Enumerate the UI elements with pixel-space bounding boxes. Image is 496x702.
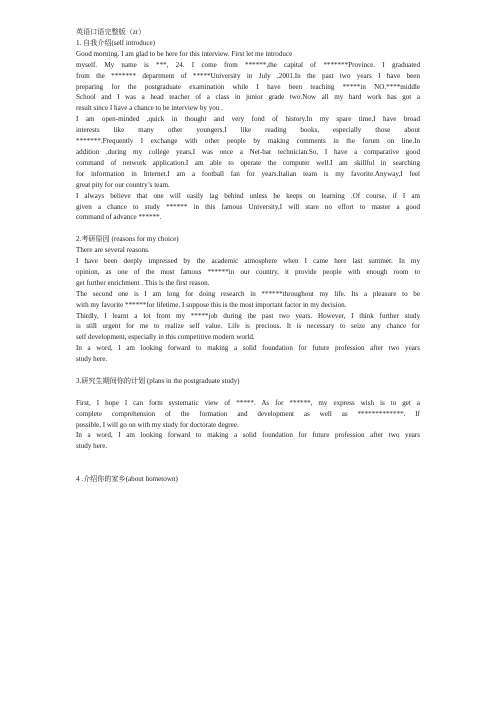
text-line: from the ******* department of *****University in July ,2001.In the past two years I have been bbox=[76, 71, 420, 80]
text-line: complete comprehension of the formation and development as well as *************. If bbox=[76, 409, 420, 418]
text-line: interests like many other youngers.I like reading books, especially those about bbox=[76, 126, 420, 135]
s2-paragraph-3 bbox=[76, 289, 420, 344]
section-4-heading: 4 .介绍你的家乡(about hometown) bbox=[76, 475, 178, 484]
text-line: command of network application.I am able to operate the computer well.I am skillful in searching bbox=[76, 158, 420, 167]
document-title: 英语口语完整版（zr） bbox=[76, 28, 146, 36]
s1-paragraph-3 bbox=[76, 191, 420, 224]
text-line: great pity for our country’s team. bbox=[76, 180, 170, 189]
text-line: preparing for the postgraduate examination while I have been teaching *****in NO.****middle bbox=[76, 82, 420, 91]
s2-paragraph-2 bbox=[76, 256, 420, 289]
text-line: with my favorite ******for lifetime. I suppose this is the most important factor in my decision. bbox=[76, 300, 347, 309]
blank-line bbox=[76, 452, 420, 463]
text-line: addition ,during my college years,I was once a Net-bar technician.So, I have a comparative good bbox=[76, 147, 420, 156]
text-line: Thirdly, I learnt a lot from my *****job during the past two years. However, I think further study bbox=[76, 311, 420, 320]
text-line: study here. bbox=[76, 442, 108, 451]
s1-paragraph-2 bbox=[76, 114, 420, 190]
text-line: In a word, I am looking forward to making a solid foundation for future profession after two years bbox=[76, 431, 420, 440]
text-line: result since I have a chance to be interview by you . bbox=[76, 104, 223, 113]
text-line: get further enrichment . This is the first reason. bbox=[76, 278, 210, 287]
s3-paragraph-2 bbox=[76, 430, 420, 452]
text-line: I am open-minded ,quick in thought and very fond of history.In my spare time,I have broad bbox=[76, 115, 420, 124]
text-line: In a word, I am looking forward to making a solid foundation for future profession after two years bbox=[76, 344, 420, 353]
s1-paragraph-1 bbox=[76, 49, 420, 114]
blank-line bbox=[76, 387, 420, 398]
text-line: opinion, as one of the most famous ******in our country, it provide people with enough room to bbox=[76, 267, 420, 276]
section-1-heading: 1. 自我介绍(self introduce) bbox=[76, 38, 155, 47]
section-2-heading: 2.考研原因 (reasons for my choice) bbox=[76, 235, 179, 244]
text-line: Good morning. I am glad to be here for this interview. First let me introduce bbox=[76, 49, 293, 58]
text-line: possible, I will go on with my study for doctorate degree. bbox=[76, 420, 239, 429]
text-line: study here. bbox=[76, 355, 108, 364]
text-line: *******.Frequently I exchange with other people by making comments in the forum on line.In bbox=[76, 137, 420, 146]
text-line: is still urgent for me to realize self value. Life is precious. It is necessary to seize any chance for bbox=[76, 322, 420, 331]
blank-line bbox=[76, 365, 420, 376]
text-line: myself. My name is ***, 24. I come from ******,the capital of *******Province. I graduated bbox=[76, 60, 420, 69]
blank-line bbox=[76, 223, 420, 234]
s2-paragraph-4 bbox=[76, 343, 420, 365]
text-line: School and I was a head teacher of a class in junior grade two.Now all my hard work has got a bbox=[76, 93, 420, 102]
blank-line bbox=[76, 463, 420, 474]
s3-paragraph-1 bbox=[76, 398, 420, 431]
text-line: I always believe that one will easily lag behind unless he keeps on learning .Of course, if I am bbox=[76, 191, 420, 200]
text-line: I have been deeply impressed by the academic atmosphere when I came here last summer. In my bbox=[76, 257, 420, 266]
text-line: The second one is I am long for doing research in ******throughout my life. Its a pleasure to be bbox=[76, 289, 420, 298]
text-line: self development, especially in this competitive modern world. bbox=[76, 333, 255, 342]
text-line: given a chance to study ****** in this famous University,I will stare no effort to master a good bbox=[76, 202, 420, 211]
text-line: There are several reasons. bbox=[76, 246, 150, 255]
text-line: for information in Internet.I am a football fan for years.Italian team is my favorite.Anyway,I feel bbox=[76, 169, 420, 178]
document-page bbox=[76, 27, 420, 485]
section-3-heading: 3.研究生期间你的计划 (plans in the postgraduate study) bbox=[76, 376, 240, 385]
text-line: command of advance ******. bbox=[76, 213, 162, 222]
text-line: First, I hope I can form systematic view of *****. As for ******, my express wish is to get a bbox=[76, 398, 420, 407]
